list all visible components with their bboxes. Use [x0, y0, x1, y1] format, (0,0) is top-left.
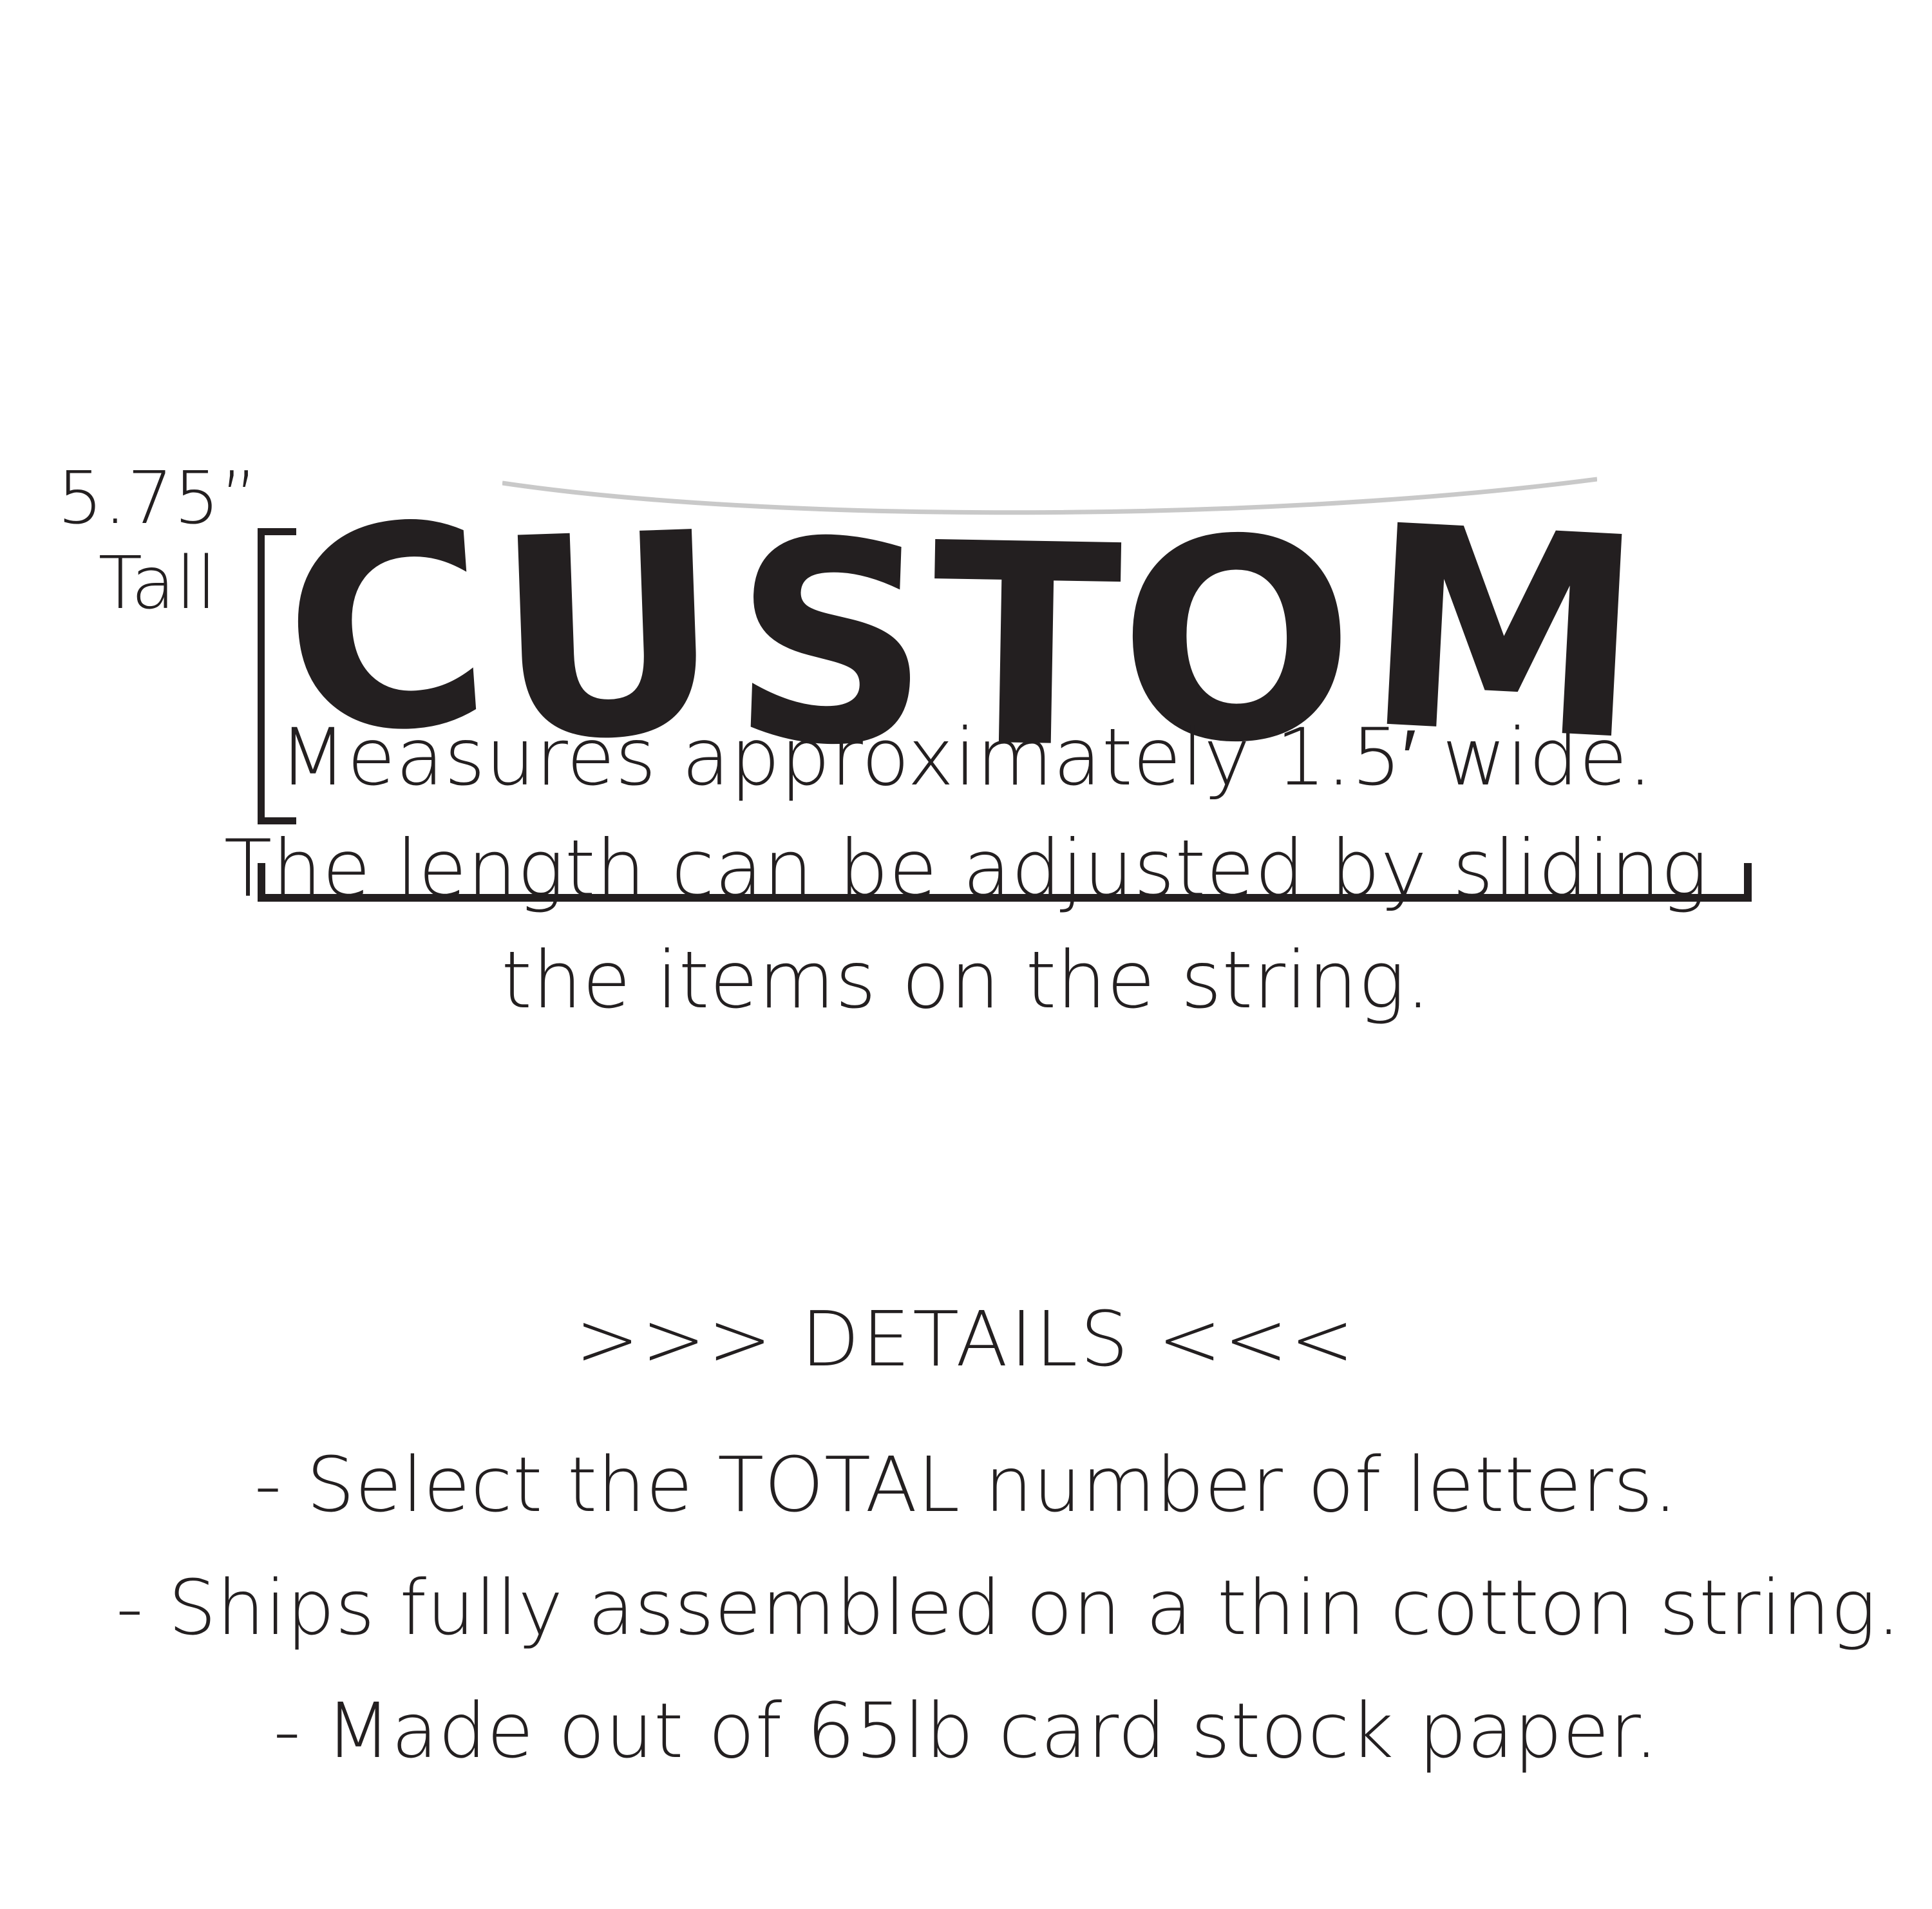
details-item: - Select the TOTAL number of letters.: [254, 1440, 1678, 1529]
banner-letter: T: [929, 484, 1126, 810]
details-item: - Made out of 65lb card stock paper.: [273, 1686, 1659, 1776]
banner-letter: U: [490, 473, 729, 804]
banner-letter: S: [726, 480, 940, 810]
details-heading: >>> DETAILS <<<: [575, 1295, 1357, 1383]
measurement-line: Measures approximately 1.5′ wide.: [279, 712, 1653, 803]
measurement-description: [193, 702, 1739, 1037]
height-unit: Tall: [98, 542, 218, 625]
details-item: - Ships fully assembled on a thin cotton string.: [116, 1563, 1901, 1653]
banner-letter: O: [1116, 479, 1360, 806]
measurement-line: The length can be adjusted by sliding: [223, 823, 1709, 915]
measurement-line: the items on the string.: [501, 935, 1431, 1027]
height-value: 5.75”: [57, 456, 259, 540]
banner-letter: M: [1358, 466, 1653, 803]
banner-letter: C: [274, 462, 502, 799]
details-list: [116, 1423, 1901, 1792]
